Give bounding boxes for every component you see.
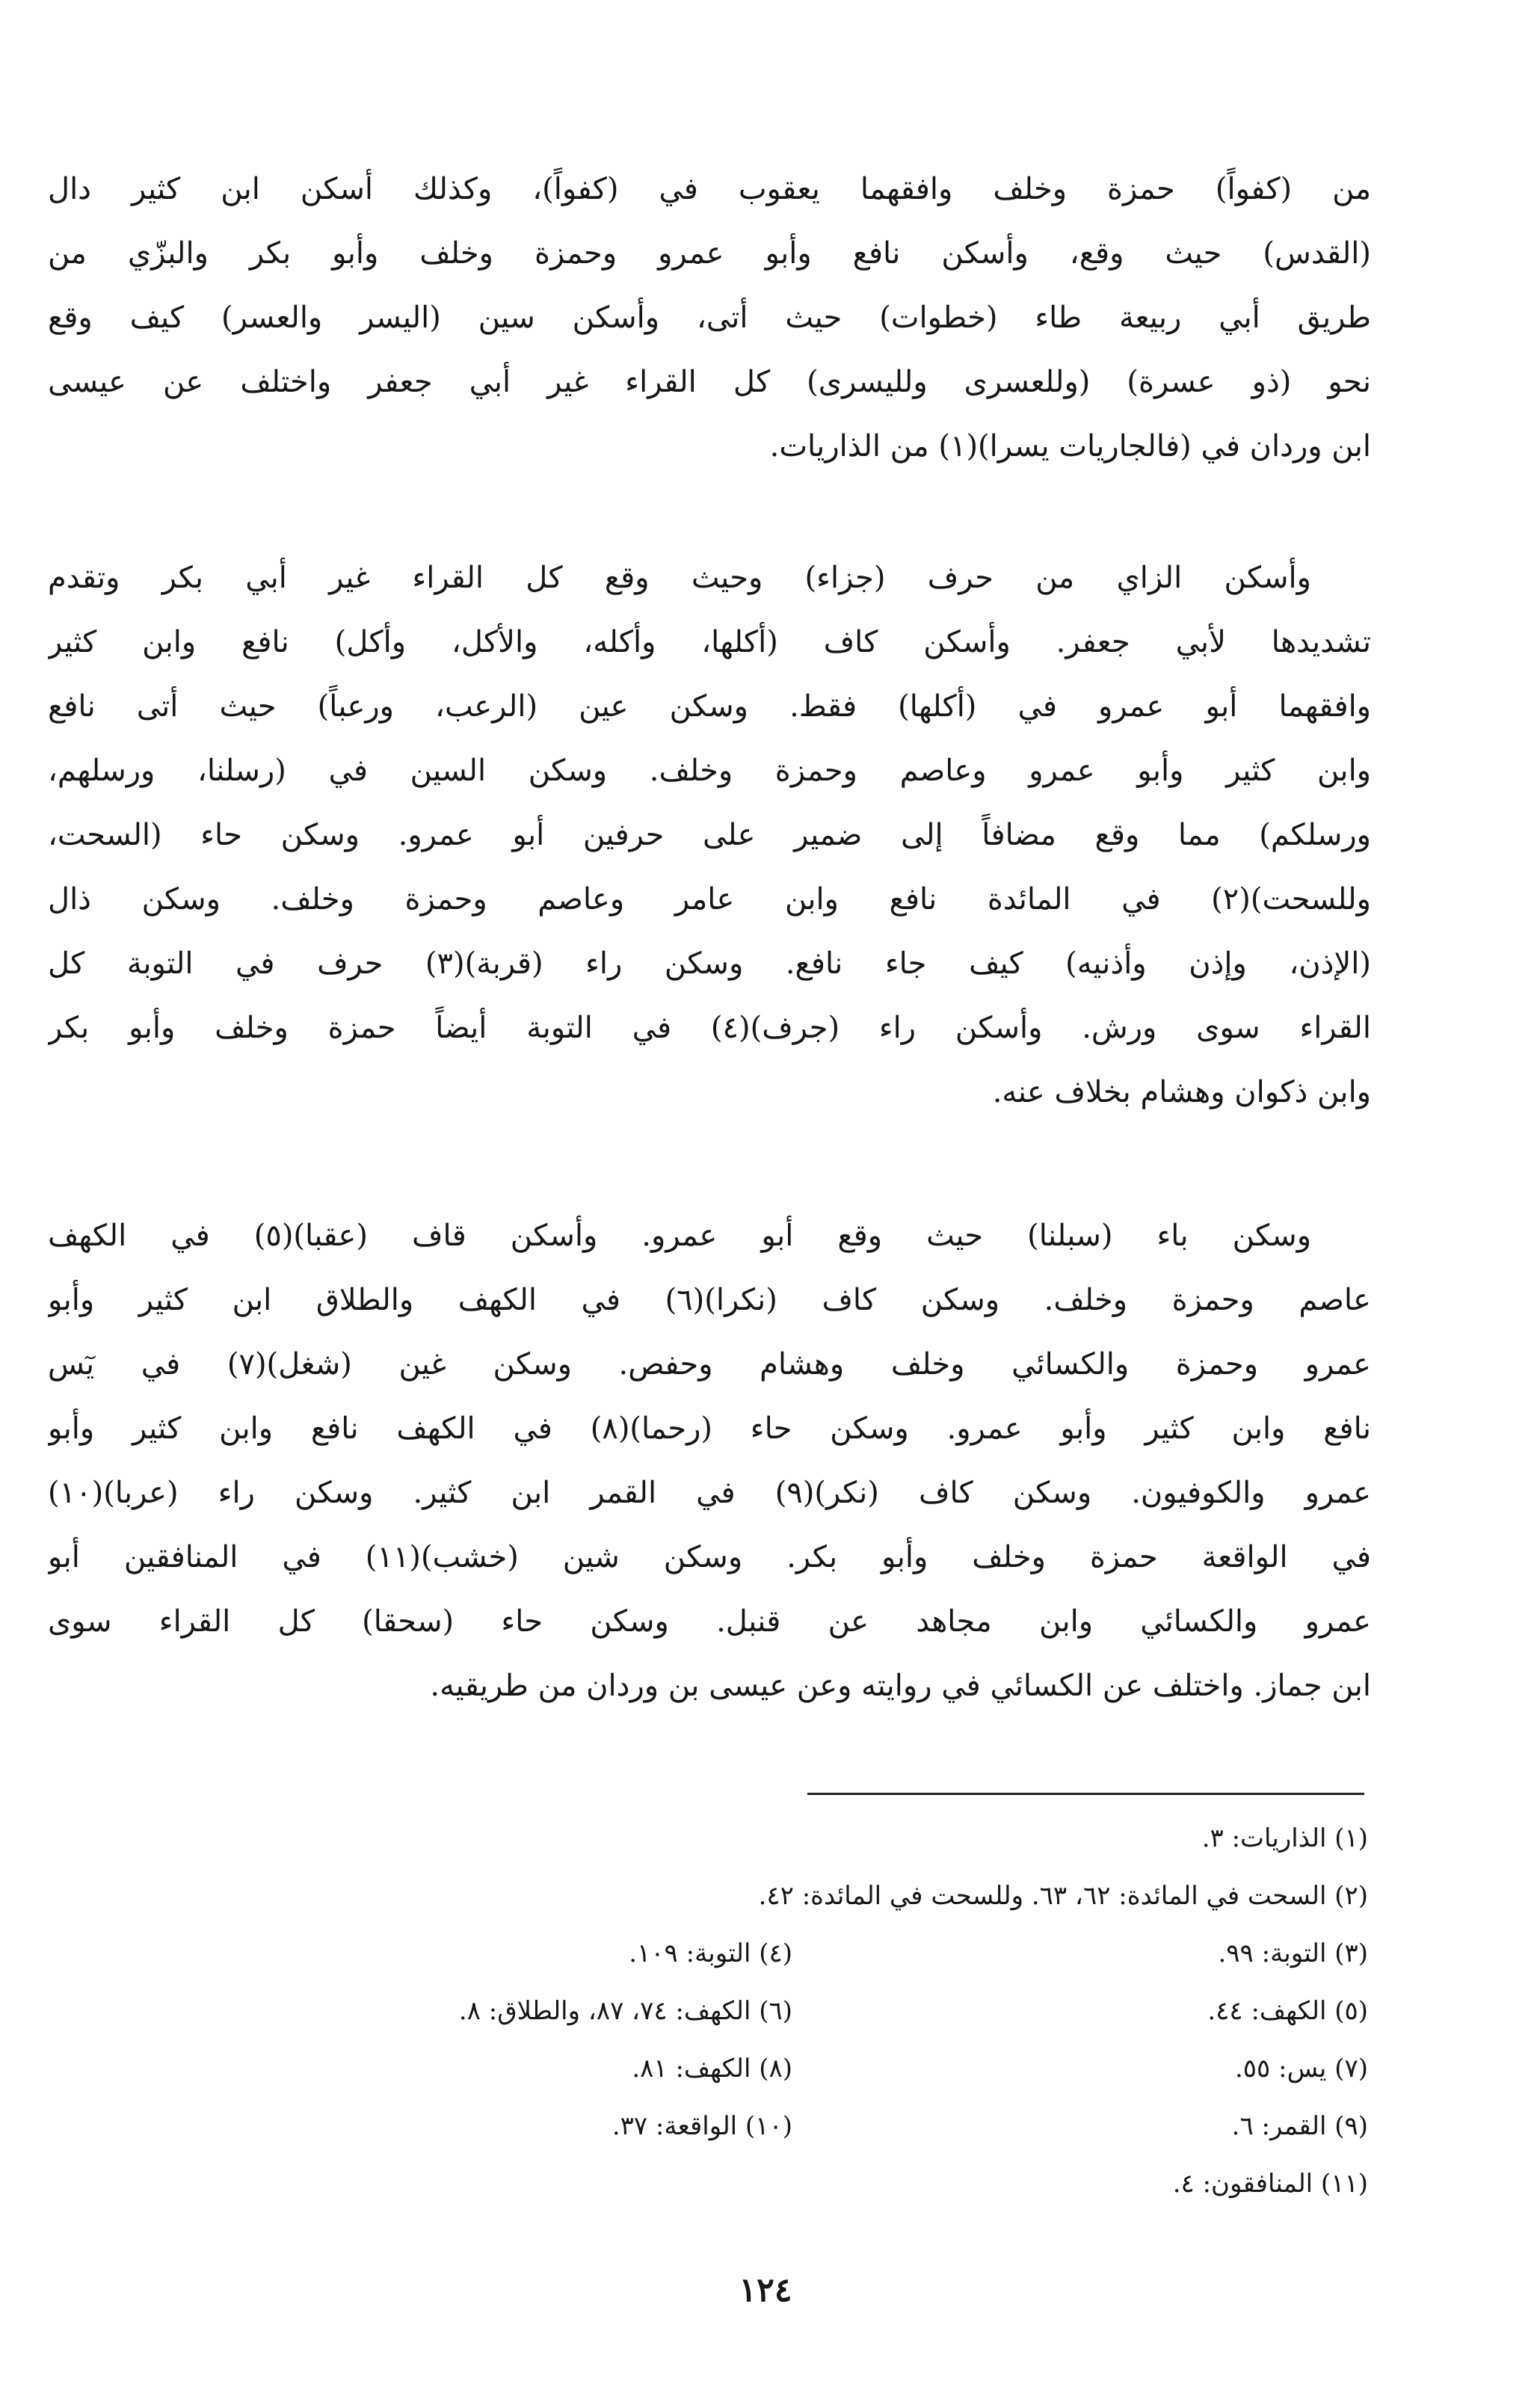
- paragraph-line: عمرو والكسائي وابن مجاهد عن قنبل. وسكن حاء (سحقا) كل القراء سوى: [48, 1604, 1371, 1639]
- footnote-row: [150, 1924, 1368, 1982]
- footnote-row: [150, 1982, 1368, 2039]
- footnotes: [150, 1809, 1368, 2212]
- footnote-2: (٢) السحت في المائدة: ٦٢، ٦٣. وللسحت في المائدة: ٤٢.: [758, 1880, 1368, 1911]
- footnote-3: (٣) التوبة: ٩٩.: [1218, 1938, 1368, 1968]
- paragraph-line: وأسكن الزاي من حرف (جزاء) وحيث وقع كل القراء غير أبي بكر وتقدم: [48, 561, 1311, 595]
- footnote-8: (٨) الكهف: ٨١.: [632, 2053, 792, 2084]
- footnote-11: (١١) المنافقون: ٤.: [1172, 2168, 1368, 2199]
- paragraph-line: (القدس) حيث وقع، وأسكن نافع وأبو عمرو وحمزة وخلف وأبو بكر والبزّي من: [48, 236, 1371, 271]
- paragraph-line: من (كفواً) حمزة وخلف وافقهما يعقوب في (كفواً)، وكذلك أسكن ابن كثير دال: [48, 172, 1371, 206]
- footnote-9: (٩) القمر: ٦.: [1231, 2110, 1368, 2141]
- paragraph-line: ورسلكم) مما وقع مضافاً إلى ضمير على حرفين أبو عمرو. وسكن حاء (السحت،: [48, 818, 1371, 852]
- footnote-divider: [807, 1793, 1364, 1795]
- footnote-row: [150, 2039, 1368, 2097]
- paragraph-line: وللسحت)(٢) في المائدة نافع وابن عامر وعاصم وحمزة وخلف. وسكن ذال: [48, 882, 1371, 917]
- paragraph-line: تشديدها لأبي جعفر. وأسكن كاف (أكلها، وأكله، والأكل، وأكل) نافع وابن كثير: [48, 625, 1371, 659]
- paragraph-line: طريق أبي ربيعة طاء (خطوات) حيث أتى، وأسكن سين (اليسر والعسر) كيف وقع: [48, 301, 1371, 335]
- paragraph-1: [48, 157, 1371, 478]
- footnote-row: [150, 1809, 1368, 1867]
- paragraph-line: وسكن باء (سبلنا) حيث وقع أبو عمرو. وأسكن قاف (عقبا)(٥) في الكهف: [48, 1219, 1312, 1253]
- footnote-row: [150, 1867, 1368, 1924]
- paragraph-line: نحو (ذو عسرة) (وللعسرى ولليسرى) كل القراء غير أبي جعفر واختلف عن عيسى: [48, 365, 1371, 399]
- paragraph-line: عمرو والكوفيون. وسكن كاف (نكر)(٩) في القمر ابن كثير. وسكن راء (عربا)(١٠): [48, 1476, 1371, 1510]
- paragraph-line: وابن ذكوان وهشام بخلاف عنه.: [992, 1075, 1371, 1109]
- paragraph-line: في الواقعة حمزة وخلف وأبو بكر. وسكن شين (خشب)(١١) في المنافقين أبو: [48, 1540, 1371, 1574]
- paragraph-line: وابن كثير وأبو عمرو وعاصم وحمزة وخلف. وسكن السين في (رسلنا، ورسلهم،: [48, 754, 1371, 788]
- paragraph-line: ابن وردان في (فالجاريات يسرا)(١) من الذاريات.: [769, 429, 1371, 464]
- footnote-10: (١٠) الواقعة: ٣٧.: [612, 2110, 792, 2141]
- paragraph-line: (الإذن، وإذن وأذنيه) كيف جاء نافع. وسكن راء (قربة)(٣) حرف في التوبة كل: [48, 946, 1371, 981]
- paragraph-line: عمرو وحمزة والكسائي وخلف وهشام وحفص. وسكن غين (شغل)(٧) في يٓس: [48, 1347, 1371, 1382]
- footnote-4: (٤) التوبة: ١٠٩.: [629, 1938, 792, 1968]
- paragraph-3: [48, 1204, 1371, 1718]
- paragraph-line: نافع وابن كثير وأبو عمرو. وسكن حاء (رحما)(٨) في الكهف نافع وابن كثير وأبو: [48, 1411, 1371, 1446]
- footnote-1: (١) الذاريات: ٣.: [1201, 1823, 1368, 1853]
- page-number: ١٢٤: [739, 2271, 792, 2309]
- footnote-6: (٦) الكهف: ٧٤، ٨٧، والطلاق: ٨.: [458, 1995, 792, 2026]
- paragraph-2: [48, 546, 1371, 1124]
- paragraph-line: عاصم وحمزة وخلف. وسكن كاف (نكرا)(٦) في الكهف والطلاق ابن كثير وأبو: [48, 1283, 1371, 1317]
- footnote-7: (٧) يس: ٥٥.: [1234, 2053, 1368, 2084]
- paragraph-line: وافقهما أبو عمرو في (أكلها) فقط. وسكن عين (الرعب، ورعباً) حيث أتى نافع: [48, 689, 1371, 724]
- paragraph-line: ابن جماز. واختلف عن الكسائي في روايته وعن عيسى بن وردان من طريقيه.: [430, 1669, 1371, 1703]
- footnote-row: [150, 2097, 1368, 2155]
- paragraph-line: القراء سوى ورش. وأسكن راء (جرف)(٤) في التوبة أيضاً حمزة وخلف وأبو بكر: [48, 1011, 1371, 1045]
- footnote-5: (٥) الكهف: ٤٤.: [1207, 1995, 1368, 2026]
- footnote-row: [150, 2155, 1368, 2212]
